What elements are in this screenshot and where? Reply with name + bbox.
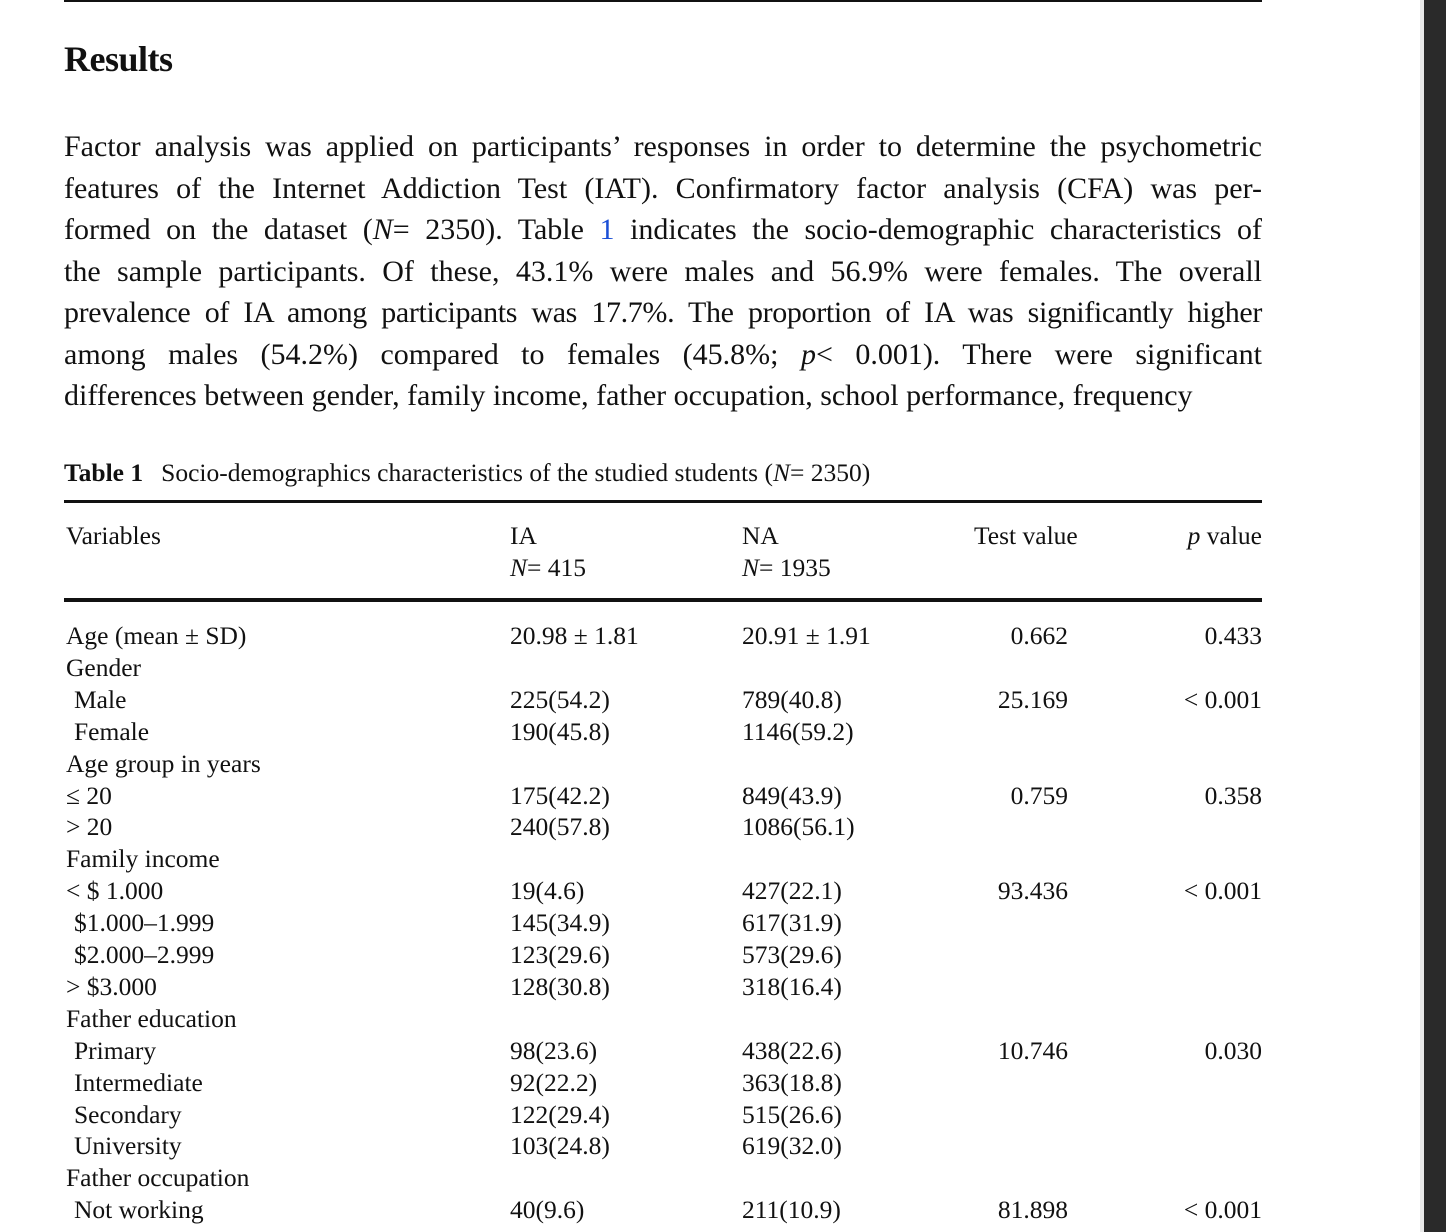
cell-p-value bbox=[1102, 716, 1262, 748]
header-na-label: NA bbox=[742, 521, 779, 550]
cell-p-value bbox=[1102, 1099, 1262, 1131]
header-na-n: N= 1935 bbox=[742, 553, 831, 582]
n-symbol: N bbox=[772, 458, 790, 487]
cell-na: 20.91 ± 1.91 bbox=[742, 621, 871, 650]
caption-text: = 2350) bbox=[789, 458, 871, 487]
cell-p-value: 0.358 bbox=[1204, 781, 1262, 810]
cell-na: 427(22.1) bbox=[742, 876, 842, 905]
cell-p-value bbox=[1102, 811, 1262, 843]
row-label: > $3.000 bbox=[66, 972, 157, 1001]
table-label: Table 1 bbox=[64, 458, 144, 487]
table-header-rule bbox=[64, 598, 1262, 602]
header-variables: Variables bbox=[66, 521, 161, 550]
cell-ia: 123(29.6) bbox=[510, 940, 610, 969]
cell-na: 789(40.8) bbox=[742, 685, 842, 714]
cell-ia: 98(23.6) bbox=[510, 1036, 598, 1065]
cell-test-value bbox=[938, 1099, 1068, 1131]
paragraph-line bbox=[64, 334, 1262, 376]
paragraph-text: < 0.001). There were significant bbox=[815, 337, 1262, 371]
table-top-rule bbox=[64, 500, 1262, 503]
header-p-value: p value bbox=[1187, 521, 1262, 550]
row-label: $1.000–1.999 bbox=[74, 908, 215, 937]
cell-test-value bbox=[938, 939, 1068, 971]
cell-na: 318(16.4) bbox=[742, 972, 842, 1001]
row-label: University bbox=[74, 1131, 182, 1160]
p-symbol: p bbox=[800, 337, 816, 371]
row-label: Age (mean ± SD) bbox=[66, 621, 247, 650]
cell-test-value bbox=[938, 1162, 1068, 1194]
cell-test-value bbox=[938, 971, 1068, 1003]
cell-ia: 20.98 ± 1.81 bbox=[510, 621, 639, 650]
paragraph-line: differences between gender, family income, father occupation, school performance, frequency bbox=[64, 379, 1193, 412]
section-title: Results bbox=[64, 39, 173, 79]
cell-test-value bbox=[938, 907, 1068, 939]
paragraph-text: formed on the dataset ( bbox=[64, 213, 373, 246]
cell-ia: 225(54.2) bbox=[510, 685, 610, 714]
viewer-scrollbar[interactable] bbox=[1420, 0, 1446, 1232]
cell-p-value bbox=[1102, 1067, 1262, 1099]
row-label: Not working bbox=[74, 1195, 204, 1224]
paragraph-line: features of the Internet Addiction Test (IAT). Confirmatory factor analysis (CFA) was per- bbox=[64, 171, 1262, 205]
caption-text: Socio-demographics characteristics of the studied students ( bbox=[161, 458, 773, 487]
row-label: > 20 bbox=[66, 812, 113, 841]
cell-p-value bbox=[1102, 1130, 1262, 1162]
header-na bbox=[742, 520, 831, 584]
cell-p-value bbox=[1102, 1003, 1262, 1035]
row-label: < $ 1.000 bbox=[66, 876, 164, 905]
table-caption bbox=[64, 458, 870, 488]
header-ia-n: N= 415 bbox=[510, 553, 587, 582]
paragraph-line: the sample participants. Of these, 43.1% were males and 56.9% were females. The overall bbox=[64, 254, 1262, 288]
header-test-value: Test value bbox=[974, 521, 1078, 550]
cell-p-value bbox=[1102, 907, 1262, 939]
cell-p-value bbox=[1102, 843, 1262, 875]
cell-test-value bbox=[938, 716, 1068, 748]
cell-na: 849(43.9) bbox=[742, 781, 842, 810]
paragraph-line bbox=[64, 209, 1262, 251]
cell-ia: 175(42.2) bbox=[510, 781, 610, 810]
cell-na: 573(29.6) bbox=[742, 940, 842, 969]
cell-test-value: 0.759 bbox=[1010, 781, 1068, 810]
cell-na: 438(22.6) bbox=[742, 1036, 842, 1065]
cell-test-value bbox=[938, 1130, 1068, 1162]
cell-ia: 190(45.8) bbox=[510, 717, 610, 746]
header-ia bbox=[510, 520, 586, 584]
paragraph-line: prevalence of IA among participants was 17.7%. The proportion of IA was significantly higher bbox=[64, 296, 1262, 329]
cell-test-value: 25.169 bbox=[997, 685, 1068, 714]
paragraph-text: among males (54.2%) compared to females (45.8%; bbox=[64, 337, 779, 371]
cell-test-value bbox=[938, 811, 1068, 843]
cell-na: 363(18.8) bbox=[742, 1068, 842, 1097]
row-label: ≤ 20 bbox=[66, 781, 112, 810]
table-1-link[interactable]: 1 bbox=[599, 213, 615, 246]
cell-test-value: 0.662 bbox=[1010, 621, 1068, 650]
cell-test-value bbox=[938, 652, 1068, 684]
cell-ia: 122(29.4) bbox=[510, 1100, 610, 1129]
row-label: Male bbox=[74, 685, 127, 714]
cell-p-value: 0.030 bbox=[1204, 1036, 1262, 1065]
cell-ia: 92(22.2) bbox=[510, 1068, 598, 1097]
cell-ia: 240(57.8) bbox=[510, 812, 610, 841]
cell-na: 211(10.9) bbox=[742, 1195, 841, 1224]
cell-p-value bbox=[1102, 748, 1262, 780]
n-symbol: N bbox=[372, 213, 393, 246]
cell-p-value bbox=[1102, 939, 1262, 971]
cell-test-value: 10.746 bbox=[997, 1036, 1068, 1065]
row-label: Intermediate bbox=[74, 1068, 203, 1097]
cell-ia: 145(34.9) bbox=[510, 908, 610, 937]
row-label: Age group in years bbox=[66, 749, 261, 778]
row-label: Father occupation bbox=[66, 1163, 250, 1192]
cell-na: 1086(56.1) bbox=[742, 812, 855, 841]
cell-p-value bbox=[1102, 1162, 1262, 1194]
cell-test-value bbox=[938, 748, 1068, 780]
row-label: Family income bbox=[66, 844, 220, 873]
cell-p-value bbox=[1102, 652, 1262, 684]
row-label: $2.000–2.999 bbox=[74, 940, 215, 969]
cell-na: 619(32.0) bbox=[742, 1131, 842, 1160]
cell-ia: 128(30.8) bbox=[510, 972, 610, 1001]
paragraph-text: = 2350). Table bbox=[392, 213, 584, 246]
cell-ia: 19(4.6) bbox=[510, 876, 585, 905]
row-label: Female bbox=[74, 717, 150, 746]
results-paragraph bbox=[64, 126, 1262, 417]
row-label: Father education bbox=[66, 1004, 237, 1033]
cell-test-value bbox=[938, 843, 1068, 875]
row-label: Primary bbox=[74, 1036, 157, 1065]
cell-na: 617(31.9) bbox=[742, 908, 842, 937]
cell-p-value: < 0.001 bbox=[1183, 1195, 1262, 1224]
cell-p-value bbox=[1102, 971, 1262, 1003]
cell-p-value: < 0.001 bbox=[1183, 876, 1262, 905]
header-ia-label: IA bbox=[510, 521, 537, 550]
cell-test-value bbox=[938, 1003, 1068, 1035]
paragraph-line: Factor analysis was applied on participants’ responses in order to determine the psychometric bbox=[64, 130, 1262, 163]
paragraph-text: indicates the socio-demographic characteristics of bbox=[630, 213, 1263, 246]
cell-p-value: 0.433 bbox=[1204, 621, 1262, 650]
cell-p-value: < 0.001 bbox=[1183, 685, 1262, 714]
cell-test-value: 81.898 bbox=[997, 1195, 1068, 1224]
row-label: Secondary bbox=[74, 1100, 182, 1129]
top-divider bbox=[64, 0, 1262, 2]
cell-ia: 40(9.6) bbox=[510, 1195, 585, 1224]
cell-ia: 103(24.8) bbox=[510, 1131, 610, 1160]
row-label: Gender bbox=[66, 653, 142, 682]
cell-test-value: 93.436 bbox=[997, 876, 1068, 905]
cell-na: 515(26.6) bbox=[742, 1100, 842, 1129]
cell-na: 1146(59.2) bbox=[742, 717, 854, 746]
cell-test-value bbox=[938, 1067, 1068, 1099]
